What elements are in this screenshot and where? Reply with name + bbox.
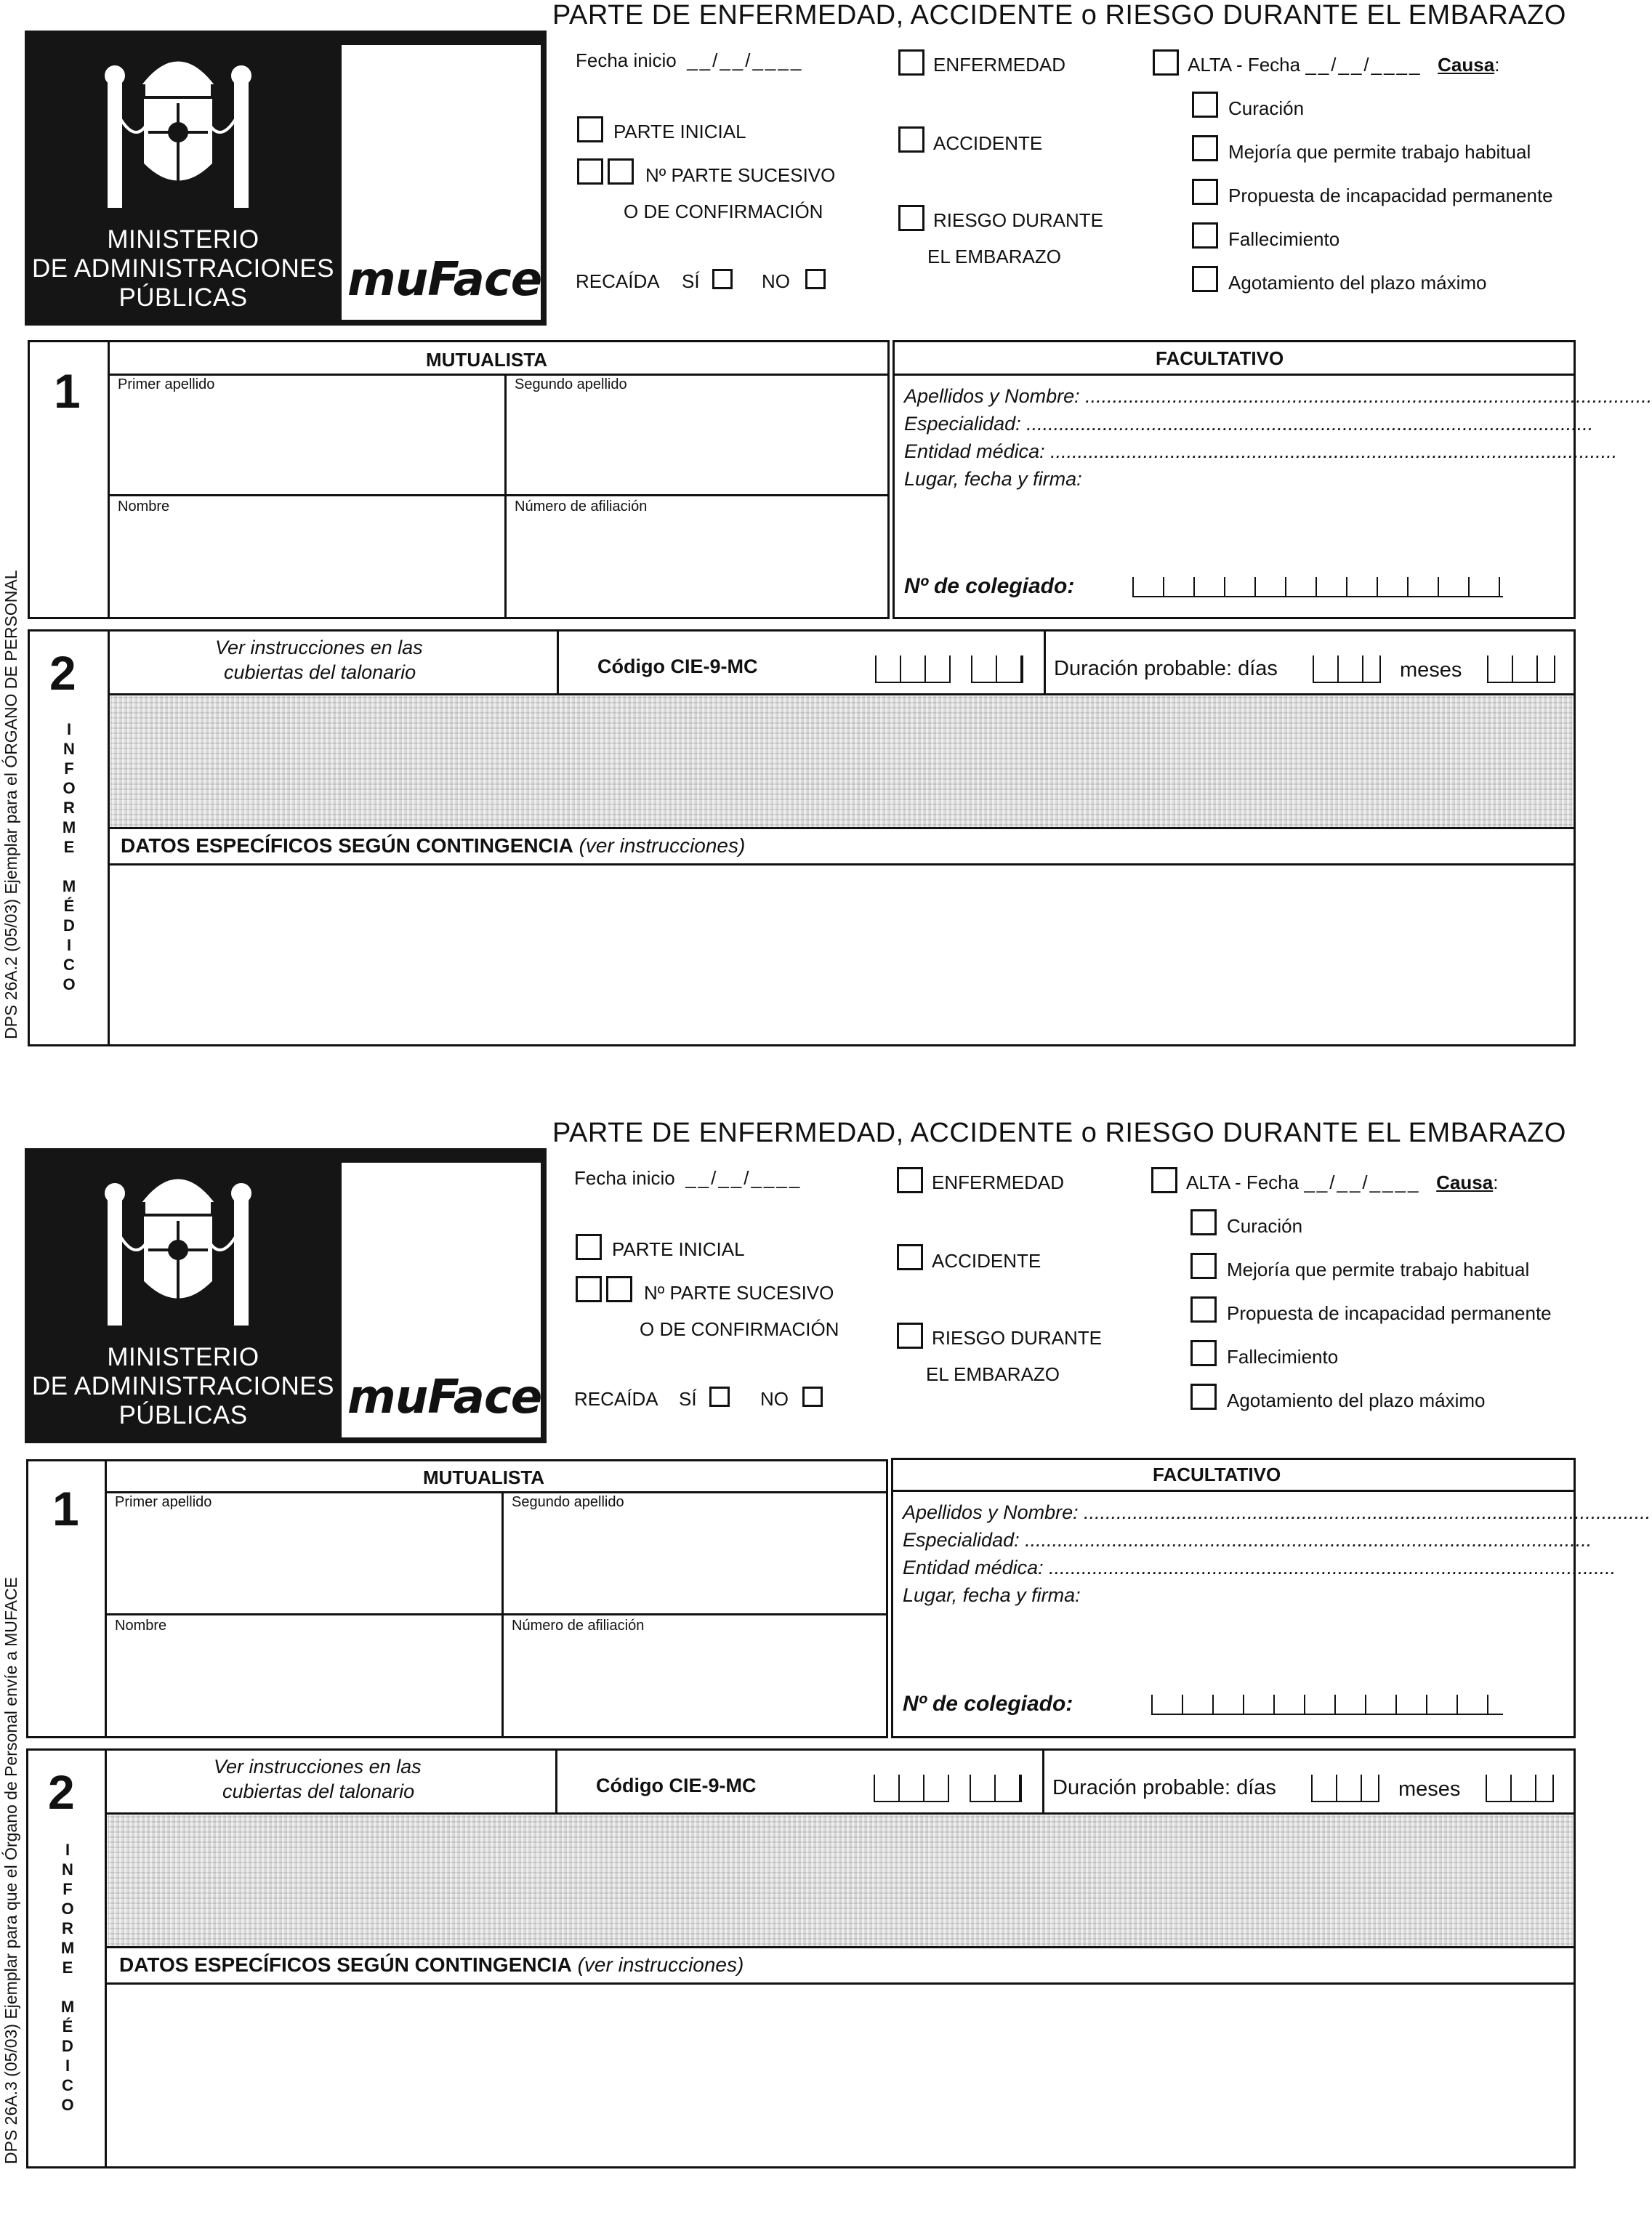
recaida-si-checkbox[interactable] <box>712 269 733 289</box>
side-label: DPS 26A.3 (05/03) Ejemplar para que el Órgano de Personal envíe a MUFACE <box>1 1577 20 2164</box>
medico-letter: O <box>61 2096 74 2114</box>
causa-label: Causa <box>1438 54 1495 76</box>
numero-afiliacion-label: Número de afiliación <box>515 499 648 515</box>
form-copy-personal <box>0 0 1652 1097</box>
informe-letter: I <box>65 1841 70 1859</box>
side-label: DPS 26A.2 (05/03) Ejemplar para el ÓRGANO DE PERSONAL <box>1 570 20 1039</box>
mutualista-row-divider <box>108 494 890 496</box>
section2-col2-divider <box>1044 629 1046 693</box>
recaida-si-label: SÍ <box>682 270 700 292</box>
lugar-fecha-firma-label: Lugar, fecha y firma: <box>903 1584 1081 1606</box>
medico-letter: É <box>62 2017 73 2036</box>
muface-logo-panel <box>342 1163 541 1437</box>
parte-inicial-label: PARTE INICIAL <box>613 121 746 142</box>
ministry-line-1: MINISTERIO <box>107 1343 259 1371</box>
confirmacion-label: O DE CONFIRMACIÓN <box>640 1318 839 1340</box>
parte-inicial-label: PARTE INICIAL <box>612 1238 745 1260</box>
causa-curacion-label: Curación <box>1227 1215 1303 1237</box>
datos-header-line <box>108 863 1576 866</box>
medico-letter: I <box>65 2057 70 2075</box>
informe-letter: F <box>63 1880 73 1898</box>
n-colegiado-label: Nº de colegiado: <box>904 574 1075 598</box>
form-copy-muface <box>0 1118 1651 2215</box>
mutualista-row-divider <box>105 1613 888 1615</box>
coat-of-arms-icon <box>94 1157 262 1339</box>
recaida-si-checkbox[interactable] <box>709 1387 730 1407</box>
lugar-fecha-firma-label: Lugar, fecha y firma: <box>904 468 1082 490</box>
segundo-apellido-label: Segundo apellido <box>512 1494 624 1510</box>
recaida-label: RECAÍDA <box>574 1388 658 1410</box>
causa-agotamiento-checkbox[interactable] <box>1192 266 1218 292</box>
causa-mejoria-label: Mejoría que permite trabajo habitual <box>1228 141 1531 163</box>
informe-letter: N <box>62 1860 73 1879</box>
informe-letter: O <box>61 1900 74 1918</box>
enfermedad-checkbox[interactable] <box>897 1167 923 1193</box>
form-title: PARTE DE ENFERMEDAD, ACCIDENTE o RIESGO DURANTE EL EMBARAZO <box>552 1118 1566 1148</box>
duracion-dias-label: Duración probable: días <box>1052 1776 1276 1799</box>
causa-incapacidad-label: Propuesta de incapacidad permanente <box>1228 185 1553 206</box>
recaida-si-label: SÍ <box>679 1388 697 1410</box>
fecha-inicio-label: Fecha inicio __/__/____ <box>576 49 804 71</box>
causa-fallecimiento-checkbox[interactable] <box>1190 1340 1217 1366</box>
informe-letter: M <box>62 818 76 836</box>
nombre-label: Nombre <box>115 1618 167 1634</box>
segundo-apellido-label: Segundo apellido <box>515 376 627 392</box>
recaida-no-checkbox[interactable] <box>805 269 826 289</box>
primer-apellido-label: Primer apellido <box>115 1494 212 1510</box>
accidente-checkbox[interactable] <box>898 126 924 153</box>
recaida-no-label: NO <box>762 270 790 292</box>
informe-letter <box>58 857 80 876</box>
informe-letter <box>57 1977 78 1997</box>
informe-letter: F <box>64 759 74 778</box>
section2-col1-divider <box>557 629 559 693</box>
section1-number: 1 <box>54 364 81 418</box>
alta-checkbox[interactable] <box>1151 1167 1177 1193</box>
ministry-name <box>25 1343 342 1430</box>
codigo-cie-cells-2[interactable] <box>970 1775 1022 1802</box>
medico-letter: I <box>66 936 72 954</box>
ministry-logo-block <box>25 31 547 326</box>
apellidos-nombre-field: Apellidos y Nombre: ........................................................................................................ <box>904 385 1652 407</box>
section2-number: 2 <box>49 646 76 700</box>
informe-letter: R <box>62 1919 73 1937</box>
parte-sucesivo-checkbox-2[interactable] <box>608 158 634 185</box>
meses-label: meses <box>1400 658 1462 682</box>
parte-sucesivo-checkbox-1[interactable] <box>576 1276 602 1302</box>
causa-incapacidad-checkbox[interactable] <box>1190 1296 1217 1323</box>
informe-medico-vertical <box>58 719 80 994</box>
mutualista-header-line <box>108 374 890 376</box>
facultativo-header-line <box>891 1490 1576 1492</box>
causa-curacion-checkbox[interactable] <box>1190 1209 1217 1235</box>
primer-apellido-label: Primer apellido <box>118 376 215 392</box>
medico-letter: M <box>60 1998 75 2016</box>
enfermedad-label: ENFERMEDAD <box>932 1171 1065 1193</box>
informe-medico-vertical <box>57 1840 78 2115</box>
causa-mejoria-checkbox[interactable] <box>1192 135 1218 161</box>
ministry-line-3: PÚBLICAS <box>118 283 248 312</box>
medico-letter: O <box>63 975 76 993</box>
muface-logo: muFace <box>347 1371 542 1424</box>
mutualista-col-divider <box>504 374 507 619</box>
medico-letter: C <box>62 2076 73 2094</box>
informe-letter: E <box>63 838 75 856</box>
datos-especificos-header: DATOS ESPECÍFICOS SEGÚN CONTINGENCIA (ver instrucciones) <box>119 1953 744 1976</box>
causa-label: Causa <box>1436 1171 1494 1193</box>
accidente-checkbox[interactable] <box>897 1244 923 1270</box>
causa-mejoria-checkbox[interactable] <box>1190 1253 1217 1279</box>
n-colegiado-cells[interactable] <box>1151 1695 1503 1715</box>
n-colegiado-label: Nº de colegiado: <box>903 1692 1073 1716</box>
parte-inicial-checkbox[interactable] <box>576 1234 602 1260</box>
riesgo-checkbox[interactable] <box>897 1323 923 1349</box>
causa-fallecimiento-label: Fallecimiento <box>1227 1346 1339 1368</box>
datos-top-line <box>108 827 1576 829</box>
section1-divider <box>108 340 110 619</box>
informe-letter: O <box>63 779 76 797</box>
informe-letter: E <box>62 1958 73 1977</box>
informe-letter: M <box>60 1939 75 1957</box>
diagnosis-redacted-area <box>110 696 1573 827</box>
causa-fallecimiento-label: Fallecimiento <box>1228 228 1340 250</box>
informe-letter: R <box>63 799 75 817</box>
section2-header-line <box>105 1812 1576 1815</box>
especialidad-field: Especialidad: ........................................................................................................ <box>904 413 1594 435</box>
enfermedad-checkbox[interactable] <box>898 49 924 76</box>
ver-instrucciones-line2: cubiertas del talonario <box>222 1780 415 1802</box>
ministry-name <box>25 225 342 312</box>
section1-number: 1 <box>52 1482 79 1536</box>
informe-letter: N <box>63 740 75 758</box>
datos-especificos-field[interactable] <box>108 1985 1573 2166</box>
codigo-cie-cells-1[interactable] <box>875 655 951 683</box>
alta-fecha-label: ALTA - Fecha __/__/____ Causa: <box>1188 54 1500 76</box>
n-colegiado-cells[interactable] <box>1132 577 1503 597</box>
section2-number: 2 <box>48 1765 75 1819</box>
facultativo-header-line <box>893 374 1576 376</box>
causa-agotamiento-label: Agotamiento del plazo máximo <box>1227 1389 1486 1411</box>
ministry-line-3: PÚBLICAS <box>118 1401 248 1429</box>
section2-divider <box>108 629 110 1046</box>
parte-sucesivo-label: Nº PARTE SUCESIVO <box>645 164 836 186</box>
causa-curacion-label: Curación <box>1228 97 1305 119</box>
section2-divider <box>105 1748 107 2168</box>
meses-cells[interactable] <box>1487 655 1555 683</box>
numero-afiliacion-label: Número de afiliación <box>512 1618 645 1634</box>
mutualista-header: MUTUALISTA <box>423 1466 545 1488</box>
accidente-label: ACCIDENTE <box>932 1250 1041 1272</box>
medico-letter: D <box>62 2037 73 2055</box>
informe-letter: I <box>66 720 72 738</box>
facultativo-header: FACULTATIVO <box>1153 1464 1281 1485</box>
ministry-line-2: DE ADMINISTRACIONES <box>32 254 334 283</box>
entidad-medica-field: Entidad médica: ........................................................................................................ <box>904 440 1618 462</box>
alta-fecha-label: ALTA - Fecha __/__/____ Causa: <box>1186 1171 1499 1193</box>
codigo-cie-cells-1[interactable] <box>874 1775 949 1802</box>
codigo-cie-cells-2[interactable] <box>971 655 1023 683</box>
meses-label: meses <box>1398 1778 1461 1801</box>
causa-curacion-checkbox[interactable] <box>1192 92 1218 118</box>
recaida-label: RECAÍDA <box>576 270 660 292</box>
causa-incapacidad-label: Propuesta de incapacidad permanente <box>1227 1302 1552 1324</box>
alta-checkbox[interactable] <box>1153 49 1179 76</box>
duracion-dias-cells[interactable] <box>1313 655 1381 683</box>
recaida-no-checkbox[interactable] <box>802 1387 823 1407</box>
duracion-dias-cells[interactable] <box>1311 1775 1379 1802</box>
parte-sucesivo-label: Nº PARTE SUCESIVO <box>644 1282 834 1304</box>
section2-col2-divider <box>1042 1748 1044 1812</box>
accidente-label: ACCIDENTE <box>933 132 1043 154</box>
causa-fallecimiento-checkbox[interactable] <box>1192 222 1218 249</box>
datos-top-line <box>105 1946 1576 1948</box>
duracion-dias-label: Duración probable: días <box>1054 657 1278 680</box>
facultativo-header: FACULTATIVO <box>1156 347 1284 369</box>
medico-letter: É <box>63 897 75 915</box>
causa-agotamiento-checkbox[interactable] <box>1190 1384 1217 1410</box>
ministry-line-1: MINISTERIO <box>107 225 259 254</box>
form-title: PARTE DE ENFERMEDAD, ACCIDENTE o RIESGO DURANTE EL EMBARAZO <box>552 0 1566 31</box>
nombre-label: Nombre <box>118 499 170 515</box>
ministry-logo-block <box>25 1148 547 1443</box>
ministry-line-2: DE ADMINISTRACIONES <box>32 1372 334 1400</box>
medico-letter: C <box>63 956 75 974</box>
riesgo-label-1: RIESGO DURANTE <box>933 209 1104 231</box>
especialidad-field: Especialidad: ........................................................................................................ <box>903 1529 1592 1551</box>
meses-cells[interactable] <box>1486 1775 1554 1802</box>
recaida-no-label: NO <box>760 1388 789 1410</box>
mutualista-header: MUTUALISTA <box>426 349 548 371</box>
riesgo-label-2: EL EMBARAZO <box>926 1363 1060 1385</box>
parte-inicial-checkbox[interactable] <box>577 116 603 142</box>
section2-header-line <box>108 693 1576 695</box>
medico-letter: D <box>63 916 75 935</box>
ver-instrucciones-line2: cubiertas del talonario <box>224 661 416 683</box>
entidad-medica-field: Entidad médica: ........................................................................................................ <box>903 1557 1616 1578</box>
causa-mejoria-label: Mejoría que permite trabajo habitual <box>1227 1259 1530 1280</box>
codigo-cie-label: Código CIE-9-MC <box>597 655 758 677</box>
muface-logo-panel <box>342 45 541 320</box>
medico-letter: M <box>62 877 76 895</box>
muface-logo: muFace <box>347 253 542 307</box>
section1-divider <box>105 1459 107 1738</box>
parte-sucesivo-checkbox-1[interactable] <box>577 158 603 185</box>
section2-col1-divider <box>555 1748 557 1812</box>
mutualista-header-line <box>105 1491 888 1493</box>
causa-agotamiento-label: Agotamiento del plazo máximo <box>1228 272 1487 294</box>
riesgo-checkbox[interactable] <box>898 205 924 231</box>
coat-of-arms-icon <box>94 39 262 221</box>
codigo-cie-label: Código CIE-9-MC <box>596 1775 757 1796</box>
datos-especificos-header: DATOS ESPECÍFICOS SEGÚN CONTINGENCIA (ver instrucciones) <box>121 834 746 857</box>
riesgo-label-2: EL EMBARAZO <box>927 246 1061 267</box>
riesgo-label-1: RIESGO DURANTE <box>932 1327 1103 1349</box>
datos-especificos-field[interactable] <box>110 866 1573 1044</box>
ver-instrucciones-line1: Ver instrucciones en las <box>214 1756 422 1778</box>
fecha-inicio-label: Fecha inicio __/__/____ <box>574 1167 802 1189</box>
enfermedad-label: ENFERMEDAD <box>933 54 1066 76</box>
causa-incapacidad-checkbox[interactable] <box>1192 179 1218 205</box>
diagnosis-redacted-area <box>108 1815 1573 1946</box>
ver-instrucciones-line1: Ver instrucciones en las <box>215 637 423 658</box>
parte-sucesivo-checkbox-2[interactable] <box>606 1276 632 1302</box>
datos-header-line <box>105 1982 1576 1985</box>
apellidos-nombre-field: Apellidos y Nombre: ........................................................................................................ <box>903 1501 1651 1523</box>
confirmacion-label: O DE CONFIRMACIÓN <box>624 201 823 222</box>
